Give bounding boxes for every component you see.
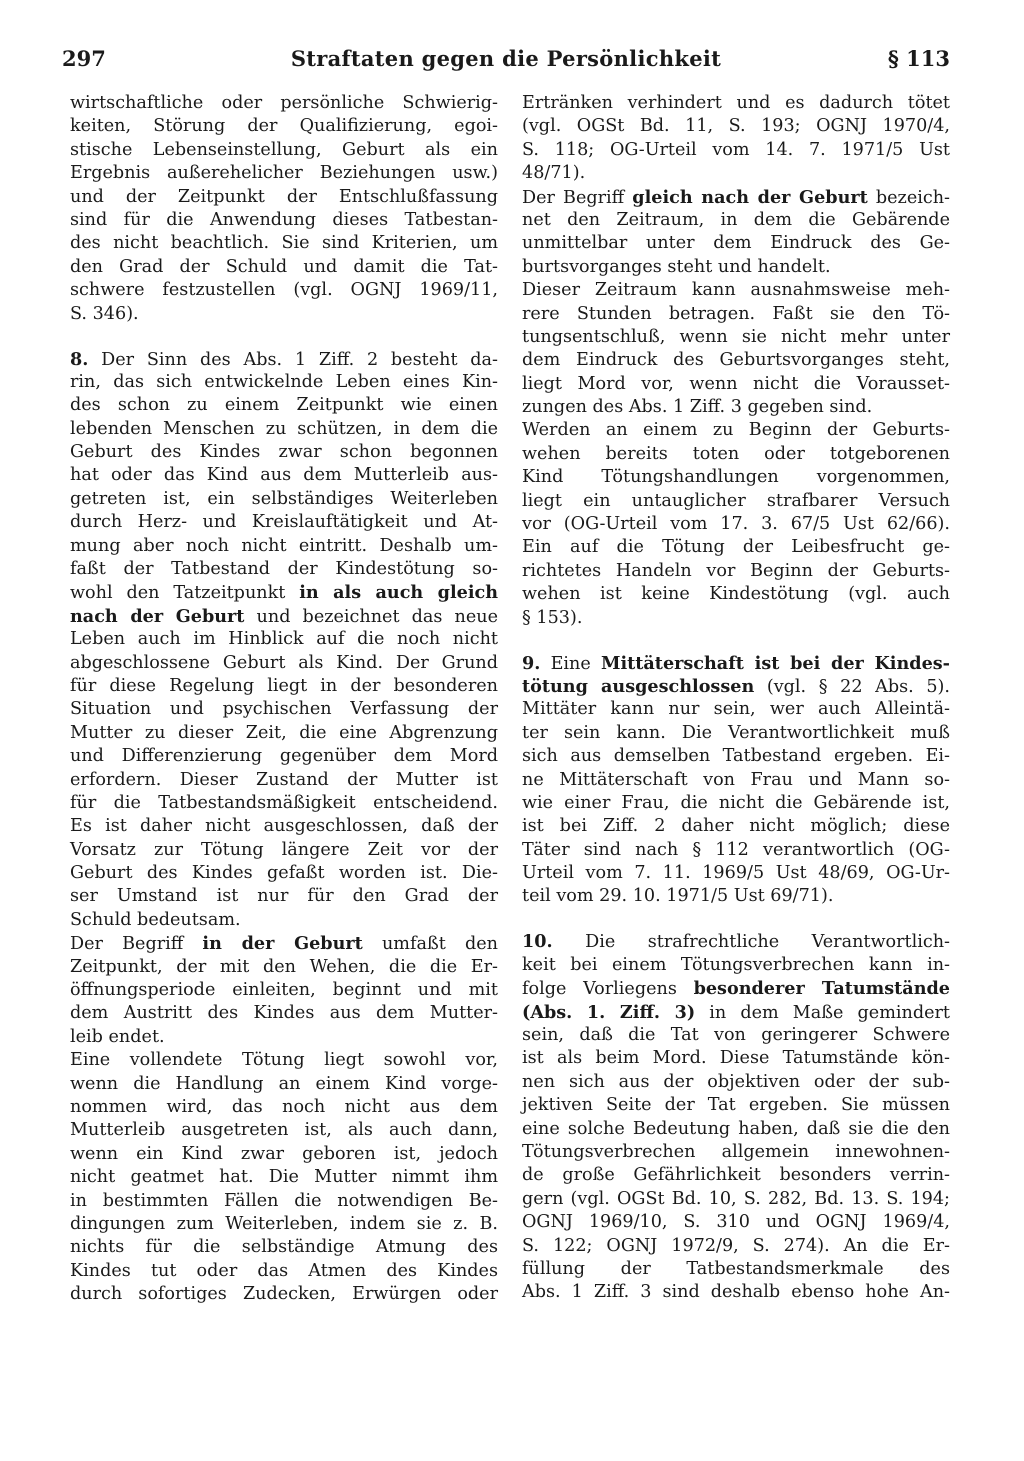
text-line — [70, 1073, 498, 1096]
bold-text: in als auch gleich — [299, 582, 499, 604]
body-text: in dem Maße gemindert — [695, 1002, 951, 1023]
body-text: vor (OG-Urteil vom 17. 3. 67/5 Ust 62/66). — [522, 514, 950, 535]
body-text: sind für die Anwendung dieses Tatbestan- — [70, 209, 498, 230]
body-text: Der Begriff — [522, 187, 633, 208]
body-text: nichts für die selbständige Atmung des — [70, 1237, 498, 1258]
bold-text: nach der Geburt — [70, 605, 245, 627]
text-line — [522, 1071, 950, 1094]
text-line — [70, 675, 498, 698]
text-line — [522, 209, 950, 232]
bold-text: in der Geburt — [202, 933, 363, 955]
body-text: Abs. 1 Ziff. 3 sind deshalb ebenso hohe An- — [522, 1282, 950, 1303]
text-line — [70, 1026, 498, 1049]
paragraph-gap — [70, 326, 498, 348]
bold-text: 10. — [522, 931, 553, 953]
text-line — [522, 396, 950, 419]
body-text: dem Austritt des Kindes aus dem Mutter- — [70, 1003, 498, 1024]
body-text: Mittäter kann nur sein, wer auch Alleintä- — [522, 699, 950, 720]
text-line — [70, 1283, 498, 1306]
text-line — [522, 1024, 950, 1047]
text-line — [522, 839, 950, 862]
body-text: abgeschlossene Geburt als Kind. Der Grund — [70, 652, 498, 673]
body-text: folge Vorliegens — [522, 979, 694, 1000]
text-line — [522, 303, 950, 326]
body-text: S. 118; OG-Urteil vom 14. 7. 1971/5 Ust — [522, 139, 950, 160]
text-line — [522, 862, 950, 885]
body-text: erfordern. Dieser Zustand der Mutter ist — [70, 769, 498, 790]
body-text: den Grad der Schuld und damit die Tat- — [70, 256, 498, 277]
text-line — [522, 885, 950, 908]
text-line — [522, 162, 950, 185]
text-line — [522, 232, 950, 255]
body-text: lebenden Menschen zu schützen, in dem die — [70, 418, 498, 439]
paragraph-gap — [522, 630, 950, 652]
text-line — [522, 698, 950, 721]
running-header — [62, 40, 950, 80]
body-text: S. 122; OGNJ 1972/9, S. 274). An die Er- — [522, 1235, 950, 1256]
text-line — [70, 652, 498, 675]
text-line — [522, 349, 950, 372]
text-line — [522, 419, 950, 442]
text-line — [522, 1094, 950, 1117]
text-line — [522, 815, 950, 838]
body-text: sein, daß die Tat von geringerer Schwere — [522, 1025, 950, 1046]
body-text: des schon zu einem Zeitpunkt wie einen — [70, 395, 498, 416]
body-text: und bezeichnet das neue — [244, 606, 499, 627]
text-line — [70, 698, 498, 721]
body-text: getreten ist, ein selbständiges Weiterleben — [70, 488, 498, 509]
body-text: Kind Tötungshandlungen vorgenommen, — [522, 467, 950, 488]
body-text: wehen bereits toten oder totgeborenen — [522, 443, 950, 464]
body-text: Leben auch im Hinblick auf die noch nicht — [70, 629, 498, 650]
text-line — [522, 607, 950, 630]
body-text: wie einer Frau, die nicht die Gebärende ist, — [522, 792, 950, 813]
body-text: Täter sind nach § 112 verantwortlich (OG- — [522, 839, 950, 860]
text-line — [70, 232, 498, 255]
body-text: bezeich- — [867, 187, 950, 208]
text-line — [70, 535, 498, 558]
body-text: Geburt des Kindes zwar schon begonnen — [70, 442, 498, 463]
body-text: sich aus demselben Tatbestand ergeben. Ei- — [522, 746, 950, 767]
text-line — [70, 1143, 498, 1166]
text-line — [70, 418, 498, 441]
text-line — [70, 1190, 498, 1213]
body-text: Geburt des Kindes gefaßt worden ist. Die- — [70, 863, 498, 884]
paragraph-gap — [522, 909, 950, 931]
body-text: Die strafrechtliche Verantwortlich- — [552, 932, 950, 953]
text-line — [70, 279, 498, 302]
body-text: wenn die Handlung an einem Kind vorge- — [70, 1073, 498, 1094]
body-text: keiten, Störung der Qualifizierung, egoi- — [70, 116, 498, 137]
body-text: Schuld bedeutsam. — [70, 909, 241, 930]
body-text: für die Tatbestandsmäßigkeit entscheidend. — [70, 792, 498, 813]
body-text: wohl den Tatzeitpunkt — [70, 583, 300, 604]
bold-text: besonderer Tatumstände — [693, 978, 950, 1000]
text-line — [70, 256, 498, 279]
body-text: Der Begriff — [70, 934, 203, 955]
text-line — [522, 326, 950, 349]
body-text: des nicht beachtlich. Sie sind Kriterien, um — [70, 233, 498, 254]
text-line — [70, 885, 498, 908]
body-text: Zeitpunkt, der mit den Wehen, die die Er- — [70, 956, 498, 977]
body-text: für diese Regelung liegt in der besonderen — [70, 675, 498, 696]
body-text: unmittelbar unter dem Eindruck des Ge- — [522, 233, 950, 254]
body-text: teil vom 29. 10. 1971/5 Ust 69/71). — [522, 886, 834, 907]
body-text: jektiven Seite der Tat ergeben. Sie müssen — [522, 1095, 950, 1116]
body-text: liegt ein untauglicher strafbarer Versuch — [522, 490, 950, 511]
text-line — [70, 1096, 498, 1119]
body-text: ne Mittäterschaft von Frau und Mann so- — [522, 769, 950, 790]
body-text: wirtschaftliche oder persönliche Schwierig- — [70, 93, 498, 113]
body-text: OGNJ 1969/10, S. 310 und OGNJ 1969/4, — [522, 1212, 950, 1233]
text-line — [522, 536, 950, 559]
body-text: wehen ist keine Kindestötung (vgl. auch — [522, 584, 950, 605]
text-line — [70, 1119, 498, 1142]
body-text: Ertränken verhindert und es dadurch tötet — [522, 93, 950, 113]
text-line — [70, 769, 498, 792]
body-text: hat oder das Kind aus dem Mutterleib aus- — [70, 465, 498, 486]
body-text: gern (vgl. OGSt Bd. 10, S. 282, Bd. 13. S. 194; — [522, 1188, 950, 1209]
body-text: Mutterleib ausgetreten ist, als auch dann, — [70, 1120, 498, 1141]
body-text: rin, das sich entwickelnde Leben eines Kin- — [70, 371, 498, 392]
body-text: durch sofortiges Zudecken, Erwürgen oder — [70, 1284, 498, 1305]
body-text: rere Stunden betragen. Faßt sie den Tö- — [522, 303, 950, 324]
text-line — [70, 722, 498, 745]
text-line — [522, 1235, 950, 1258]
page-number: 297 — [62, 46, 106, 71]
body-text: ist als beim Mord. Diese Tatumstände kön- — [522, 1048, 950, 1069]
text-line — [70, 1166, 498, 1189]
text-line — [522, 1281, 950, 1304]
text-line — [70, 186, 498, 209]
text-line — [70, 745, 498, 768]
body-text: Werden an einem zu Beginn der Geburts- — [522, 420, 950, 441]
bold-text: tötung ausgeschlossen — [522, 675, 755, 697]
body-text: Eine — [540, 653, 601, 674]
body-text: ser Umstand ist nur für den Grad der — [70, 886, 498, 907]
text-line — [70, 209, 498, 232]
body-text: ter sein kann. Die Verantwortlichkeit muß — [522, 722, 950, 743]
text-line — [70, 348, 498, 371]
body-text: stische Lebenseinstellung, Geburt als ein — [70, 139, 498, 160]
body-text: S. 346). — [70, 303, 139, 324]
text-line — [522, 1164, 950, 1187]
body-text: öffnungsperiode einleiten, beginnt und mit — [70, 980, 498, 1001]
text-line — [522, 1118, 950, 1141]
body-text: ist bei Ziff. 2 daher nicht möglich; diese — [522, 816, 950, 837]
body-text: durch Herz- und Kreislauftätigkeit und At- — [70, 512, 498, 533]
text-line — [70, 139, 498, 162]
text-line — [70, 1260, 498, 1283]
body-text: leib endet. — [70, 1026, 165, 1047]
body-text: richtetes Handeln vor Beginn der Geburts- — [522, 560, 950, 581]
text-line — [522, 583, 950, 606]
text-line — [70, 303, 498, 326]
text-line — [522, 1258, 950, 1281]
text-line — [70, 792, 498, 815]
body-text: füllung der Tatbestandsmerkmale des — [522, 1258, 950, 1279]
right-column — [522, 92, 950, 1305]
body-text: Es ist daher nicht ausgeschlossen, daß der — [70, 816, 498, 837]
text-line — [522, 1001, 950, 1024]
body-text: Ergebnis außerehelicher Beziehungen usw.) — [70, 163, 498, 184]
body-text: Ein auf die Tötung der Leibesfrucht ge- — [522, 537, 950, 558]
text-line — [522, 186, 950, 209]
bold-text: 9. — [522, 652, 541, 674]
body-text: in bestimmten Fällen die notwendigen Be- — [70, 1190, 498, 1211]
body-text: wenn ein Kind zwar geboren ist, jedoch — [70, 1143, 498, 1164]
body-text: Vorsatz zur Tötung längere Zeit vor der — [70, 839, 498, 860]
text-line — [522, 652, 950, 675]
text-line — [522, 139, 950, 162]
body-text: umfaßt den — [362, 934, 498, 955]
text-line — [70, 92, 498, 115]
text-line — [70, 488, 498, 511]
text-line — [70, 464, 498, 487]
body-text: und Differenzierung gegenüber dem Mord — [70, 746, 498, 767]
text-line — [522, 1188, 950, 1211]
body-text: nen sich aus der objektiven oder der sub- — [522, 1071, 950, 1092]
text-line — [70, 628, 498, 651]
text-line — [70, 441, 498, 464]
text-line — [522, 1047, 950, 1070]
text-line — [70, 1049, 498, 1072]
text-line — [70, 1236, 498, 1259]
body-text: § 153). — [522, 607, 583, 628]
text-line — [522, 792, 950, 815]
body-text: Mutter zu dieser Zeit, die eine Abgrenzung — [70, 722, 498, 743]
body-text: (vgl. OGSt Bd. 11, S. 193; OGNJ 1970/4, — [522, 116, 950, 137]
text-line — [70, 839, 498, 862]
text-line — [70, 862, 498, 885]
body-text: 48/71). — [522, 163, 586, 184]
bold-text: 8. — [70, 348, 89, 370]
text-line — [522, 92, 950, 115]
body-text: dem Eindruck des Geburtsvorganges steht, — [522, 350, 950, 371]
body-text: eine solche Bedeutung haben, daß sie die den — [522, 1118, 950, 1139]
bold-text: Mittäterschaft ist bei der Kindes- — [601, 652, 950, 674]
text-line — [70, 605, 498, 628]
text-line — [522, 722, 950, 745]
body-text: tungsentschluß, wenn sie nicht mehr unter — [522, 326, 950, 347]
text-line — [70, 394, 498, 417]
body-text: Urteil vom 7. 11. 1969/5 Ust 48/69, OG-Ur- — [522, 863, 950, 884]
text-line — [522, 1141, 950, 1164]
text-line — [70, 558, 498, 581]
text-line — [522, 115, 950, 138]
text-line — [70, 1002, 498, 1025]
text-line — [70, 511, 498, 534]
body-text: Kindes tut oder das Atmen des Kindes — [70, 1260, 498, 1281]
left-column — [70, 92, 498, 1307]
header-section: § 113 — [887, 46, 950, 71]
body-text: faßt der Tatbestand der Kindestötung so- — [70, 559, 498, 580]
text-line — [522, 769, 950, 792]
text-line — [522, 256, 950, 279]
body-text: (vgl. § 22 Abs. 5). — [754, 676, 950, 697]
text-line — [70, 115, 498, 138]
text-line — [522, 560, 950, 583]
text-line — [522, 977, 950, 1000]
text-line — [522, 930, 950, 953]
body-text: Der Sinn des Abs. 1 Ziff. 2 besteht da- — [88, 349, 498, 370]
text-line — [70, 956, 498, 979]
text-line — [70, 1213, 498, 1236]
body-text: de große Gefährlichkeit besonders verrin- — [522, 1165, 950, 1186]
text-line — [522, 954, 950, 977]
text-line — [70, 162, 498, 185]
body-text: nicht geatmet hat. Die Mutter nimmt ihm — [70, 1167, 498, 1188]
text-line — [522, 443, 950, 466]
text-line — [70, 932, 498, 955]
text-line — [522, 466, 950, 489]
body-text: mung aber noch nicht eintritt. Deshalb um- — [70, 535, 498, 556]
body-text: keit bei einem Tötungsverbrechen kann in- — [522, 954, 950, 975]
body-text: liegt Mord vor, wenn nicht die Vorausset- — [522, 373, 950, 394]
text-line — [70, 371, 498, 394]
text-line — [522, 373, 950, 396]
body-text: und der Zeitpunkt der Entschlußfassung — [70, 186, 498, 207]
body-text: Tötungsverbrechen allgemein innewohnen- — [522, 1141, 950, 1162]
body-text: dingungen zum Weiterleben, indem sie z. B. — [70, 1213, 498, 1234]
body-text: net den Zeitraum, in dem die Gebärende — [522, 209, 950, 230]
text-line — [70, 979, 498, 1002]
header-title: Straftaten gegen die Persönlichkeit — [290, 46, 722, 71]
body-text: schwere festzustellen (vgl. OGNJ 1969/11, — [70, 280, 498, 301]
body-text: Dieser Zeitraum kann ausnahmsweise meh- — [522, 280, 950, 301]
bold-text: (Abs. 1. Ziff. 3) — [522, 1001, 696, 1023]
text-line — [70, 815, 498, 838]
body-text: Situation und psychischen Verfassung der — [70, 699, 498, 720]
text-line — [70, 581, 498, 604]
body-text: burtsvorganges steht und handelt. — [522, 256, 831, 277]
body-text: Eine vollendete Tötung liegt sowohl vor, — [70, 1050, 498, 1071]
text-line — [522, 675, 950, 698]
body-text: zungen des Abs. 1 Ziff. 3 gegeben sind. — [522, 397, 873, 418]
text-line — [522, 1211, 950, 1234]
text-line — [522, 279, 950, 302]
text-line — [522, 490, 950, 513]
text-line — [522, 513, 950, 536]
body-text: nommen wird, das noch nicht aus dem — [70, 1097, 498, 1117]
bold-text: gleich nach der Geburt — [632, 186, 868, 208]
text-line — [522, 745, 950, 768]
text-line — [70, 909, 498, 932]
